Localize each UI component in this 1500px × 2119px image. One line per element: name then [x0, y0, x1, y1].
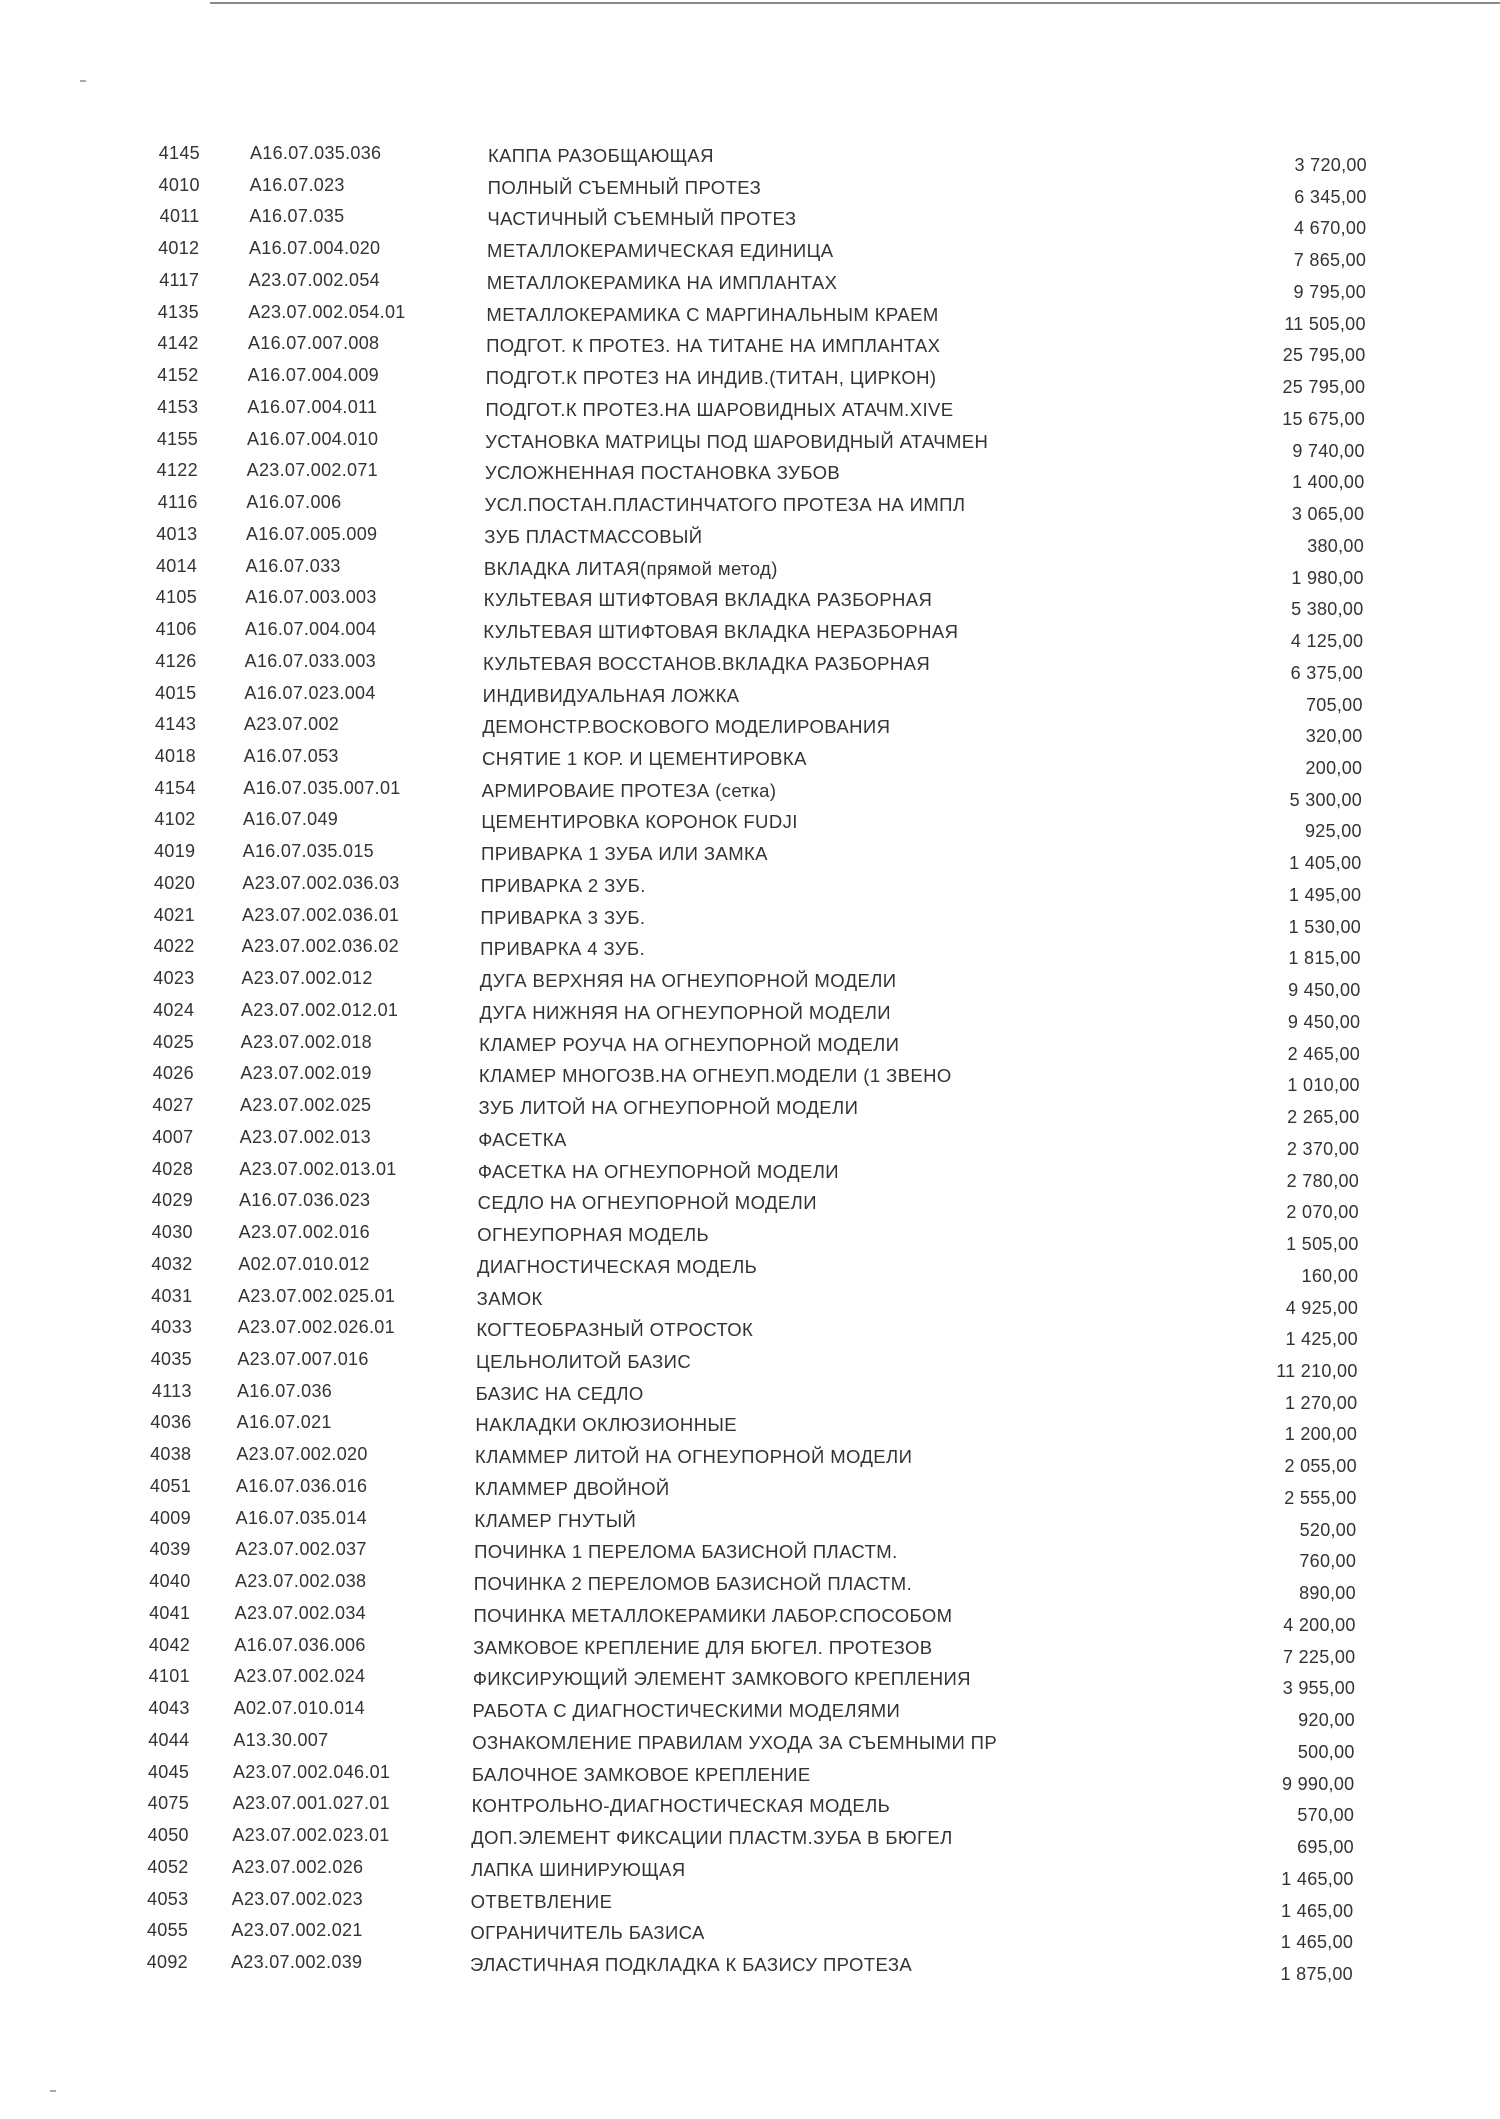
service-name: СНЯТИЕ 1 КОР. И ЦЕМЕНТИРОВКА	[482, 748, 807, 769]
service-name: ИНДИВИДУАЛЬНАЯ ЛОЖКА	[482, 684, 740, 706]
row-number: 4012	[158, 238, 200, 259]
row-number: 4154	[154, 777, 196, 798]
price-value: 890,00	[1299, 1583, 1356, 1604]
service-name: ЗАМОК	[476, 1287, 543, 1309]
service-code: А16.07.003.003	[245, 587, 377, 608]
price-value: 3 720,00	[1294, 155, 1367, 175]
price-value: 2 370,00	[1286, 1138, 1360, 1159]
service-name: ПРИВАРКА 3 ЗУБ.	[480, 906, 646, 928]
price-value: 9 795,00	[1293, 281, 1367, 302]
service-name: ПРИВАРКА 1 ЗУБА ИЛИ ЗАМКА	[481, 843, 768, 865]
price-value: 760,00	[1299, 1551, 1357, 1572]
service-code: А16.07.005.009	[246, 523, 378, 544]
price-value: 920,00	[1298, 1710, 1355, 1731]
table-row	[0, 206, 1500, 237]
price-value: 1 980,00	[1291, 567, 1364, 588]
service-name: УСЛ.ПОСТАН.ПЛАСТИНЧАТОГО ПРОТЕЗА НА ИМПЛ	[484, 494, 966, 516]
service-name: ПОЛНЫЙ СЪЕМНЫЙ ПРОТЕЗ	[487, 176, 762, 198]
row-number: 4117	[159, 269, 200, 290]
row-number: 4092	[146, 1952, 188, 1972]
row-number: 4023	[153, 968, 195, 989]
row-number: 4102	[154, 809, 196, 830]
service-code: А16.07.036.016	[236, 1475, 368, 1496]
price-value: 4 925,00	[1285, 1297, 1359, 1318]
service-code: А23.07.002.013.01	[239, 1158, 397, 1179]
price-value: 3 065,00	[1291, 504, 1365, 525]
table-row	[0, 651, 1500, 682]
service-code: А23.07.001.027.01	[232, 1793, 390, 1814]
service-name: ОТВЕТВЛЕНИЕ	[470, 1890, 613, 1912]
table-row	[0, 270, 1500, 301]
row-number: 4041	[149, 1602, 191, 1623]
service-code: А23.07.002.025.01	[238, 1285, 396, 1306]
service-name: КУЛЬТЕВАЯ ШТИФТОВАЯ ВКЛАДКА РАЗБОРНАЯ	[483, 589, 933, 611]
table-row	[0, 1159, 1500, 1190]
row-number: 4028	[152, 1158, 194, 1179]
row-number: 4029	[151, 1190, 194, 1211]
service-name: КЛАМЕР ГНУТЫЙ	[474, 1509, 637, 1531]
row-number: 4042	[148, 1634, 191, 1655]
table-row	[0, 778, 1500, 809]
row-number: 4032	[151, 1253, 193, 1274]
table-row	[0, 1412, 1500, 1443]
table-row	[0, 1666, 1500, 1697]
price-value: 160,00	[1301, 1265, 1359, 1286]
price-value: 320,00	[1305, 726, 1363, 747]
service-code: А23.07.002.012	[241, 968, 373, 989]
service-name: ПРИВАРКА 4 ЗУБ.	[480, 938, 646, 960]
price-value: 1 495,00	[1288, 884, 1362, 905]
row-number: 4045	[148, 1761, 190, 1782]
table-row	[0, 1730, 1500, 1761]
table-row	[0, 1571, 1500, 1602]
service-name: ДУГА ВЕРХНЯЯ НА ОГНЕУПОРНОЙ МОДЕЛИ	[479, 970, 897, 992]
table-row	[0, 429, 1500, 460]
row-number: 4051	[149, 1475, 192, 1496]
service-code: А16.07.004.010	[247, 428, 379, 449]
price-value: 1 815,00	[1288, 948, 1361, 969]
table-row	[0, 746, 1500, 777]
price-value: 6 345,00	[1294, 186, 1367, 207]
price-value: 1 270,00	[1284, 1392, 1358, 1413]
table-row	[0, 238, 1500, 269]
row-number: 4122	[156, 460, 198, 481]
service-name: ЗУБ ПЛАСТМАССОВЫЙ	[484, 525, 703, 547]
row-number: 4027	[152, 1095, 194, 1116]
service-code: А16.07.023	[249, 174, 345, 195]
service-name: КЛАММЕР ДВОЙНОЙ	[474, 1477, 670, 1499]
row-number: 4145	[158, 143, 200, 163]
row-number: 4025	[152, 1031, 195, 1052]
service-code: А16.07.049	[243, 809, 339, 830]
service-code: А23.07.002	[244, 714, 340, 735]
price-value: 1 200,00	[1284, 1424, 1358, 1445]
service-code: А23.07.002.054.01	[248, 301, 406, 322]
row-number: 4143	[154, 714, 197, 735]
row-number: 4155	[156, 428, 199, 449]
price-value: 2 070,00	[1286, 1202, 1359, 1223]
service-code: А02.07.010.014	[233, 1698, 365, 1719]
price-value: 925,00	[1304, 821, 1362, 842]
service-code: А23.07.002.054	[248, 269, 380, 290]
service-code: А23.07.002.019	[240, 1063, 372, 1084]
service-code: А23.07.002.036.01	[242, 904, 400, 925]
row-number: 4055	[146, 1920, 189, 1941]
table-row	[0, 587, 1500, 618]
table-row	[0, 619, 1500, 650]
table-row	[0, 365, 1500, 396]
price-value: 5 380,00	[1291, 599, 1364, 620]
row-number: 4142	[157, 333, 199, 354]
row-number: 4038	[150, 1444, 192, 1465]
table-row	[0, 1857, 1500, 1888]
table-row	[0, 1889, 1500, 1920]
service-name: КЛАМЕР РОУЧА НА ОГНЕУПОРНОЙ МОДЕЛИ	[479, 1033, 900, 1055]
row-number: 4052	[147, 1856, 189, 1877]
service-code: А16.07.004.011	[247, 396, 378, 417]
service-name: КЛАММЕР ЛИТОЙ НА ОГНЕУПОРНОЙ МОДЕЛИ	[475, 1446, 913, 1468]
service-name: ПРИВАРКА 2 ЗУБ.	[480, 874, 646, 896]
service-code: А23.07.002.026	[232, 1856, 364, 1877]
price-value: 1 405,00	[1289, 853, 1362, 874]
service-code: А23.07.002.037	[235, 1539, 367, 1560]
price-value: 200,00	[1305, 758, 1363, 778]
service-name: ПОЧИНКА МЕТАЛЛОКЕРАМИКИ ЛАБОР.СПОСОБОМ	[473, 1604, 953, 1626]
service-name: ПОДГОТ.К ПРОТЕЗ НА ИНДИВ.(ТИТАН, ЦИРКОН)	[485, 367, 937, 389]
row-number: 4043	[148, 1698, 190, 1719]
service-code: А16.07.053	[243, 746, 339, 766]
service-code: А16.07.004.020	[249, 238, 381, 259]
price-value: 7 865,00	[1293, 250, 1367, 271]
service-name: УСЛОЖНЕННАЯ ПОСТАНОВКА ЗУБОВ	[484, 462, 841, 484]
table-row	[0, 905, 1500, 936]
service-code: А16.07.035	[249, 206, 345, 227]
row-number: 4050	[147, 1825, 189, 1846]
service-name: ДОП.ЭЛЕМЕНТ ФИКСАЦИИ ПЛАСТМ.ЗУБА В БЮГЕЛ	[471, 1827, 953, 1849]
price-value: 1 530,00	[1288, 916, 1362, 937]
table-row	[0, 1762, 1500, 1793]
service-name: ЗУБ ЛИТОЙ НА ОГНЕУПОРНОЙ МОДЕЛИ	[478, 1097, 859, 1119]
row-number: 4018	[154, 746, 196, 766]
service-code: А16.07.035.015	[242, 841, 374, 862]
price-value: 9 740,00	[1292, 440, 1365, 461]
service-code: А23.07.002.036.03	[242, 872, 400, 893]
service-name: КАППА РАЗОБЩАЮЩАЯ	[488, 145, 714, 166]
service-name: МЕТАЛЛОКЕРАМИКА С МАРГИНАЛЬНЫМ КРАЕМ	[486, 303, 939, 325]
service-code: А23.07.002.013	[239, 1126, 371, 1147]
service-code: А23.07.002.034	[234, 1602, 366, 1623]
row-number: 4075	[147, 1793, 190, 1814]
row-number: 4022	[153, 936, 195, 957]
table-row	[0, 1222, 1500, 1253]
table-row	[0, 1825, 1500, 1856]
price-value: 9 450,00	[1287, 1011, 1361, 1032]
price-value: 25 795,00	[1282, 377, 1366, 398]
service-code: А23.07.002.024	[234, 1666, 366, 1687]
price-value: 705,00	[1305, 694, 1363, 715]
service-code: А16.07.021	[236, 1412, 332, 1433]
table-row	[0, 1095, 1500, 1126]
table-row	[0, 1190, 1500, 1221]
row-number: 4021	[153, 904, 195, 925]
table-row	[0, 175, 1500, 206]
price-value: 2 465,00	[1287, 1043, 1361, 1064]
price-value: 2 055,00	[1284, 1456, 1357, 1477]
row-number: 4106	[155, 619, 197, 640]
service-name: ЦЕЛЬНОЛИТОЙ БАЗИС	[476, 1351, 692, 1372]
service-name: ВКЛАДКА ЛИТАЯ(прямой метод)	[483, 557, 778, 579]
table-row	[0, 936, 1500, 967]
service-name: КЛАМЕР МНОГОЗВ.НА ОГНЕУП.МОДЕЛИ (1 ЗВЕНО	[478, 1065, 952, 1087]
row-number: 4044	[148, 1729, 190, 1750]
service-code: А16.07.033	[245, 555, 341, 576]
table-row	[0, 302, 1500, 333]
service-code: А16.07.033.003	[244, 650, 376, 671]
price-value: 2 555,00	[1284, 1487, 1357, 1508]
row-number: 4013	[156, 523, 198, 544]
table-row	[0, 460, 1500, 491]
table-row	[0, 1952, 1500, 1983]
service-name: ЭЛАСТИЧНАЯ ПОДКЛАДКА К БАЗИСУ ПРОТЕЗА	[470, 1954, 913, 1975]
table-row	[0, 1698, 1500, 1729]
price-value: 15 675,00	[1282, 408, 1366, 429]
price-value: 380,00	[1307, 535, 1365, 556]
row-number: 4126	[155, 650, 197, 671]
service-code: А23.07.002.020	[236, 1444, 368, 1465]
service-code: А23.07.002.038	[235, 1571, 367, 1592]
price-value: 25 795,00	[1282, 345, 1366, 366]
table-row	[0, 1000, 1500, 1031]
service-name: МЕТАЛЛОКЕРАМИЧЕСКАЯ ЕДИНИЦА	[487, 240, 834, 262]
table-row	[0, 333, 1500, 364]
price-value: 4 200,00	[1283, 1614, 1356, 1635]
service-name: ПОДГОТ. К ПРОТЕЗ. НА ТИТАНЕ НА ИМПЛАНТАХ	[486, 335, 941, 357]
row-number: 4020	[153, 872, 196, 893]
service-code: А23.07.002.046.01	[233, 1761, 391, 1782]
service-name: ПОЧИНКА 2 ПЕРЕЛОМОВ БАЗИСНОЙ ПЛАСТМ.	[473, 1573, 913, 1595]
price-value: 1 465,00	[1280, 1932, 1354, 1953]
row-number: 4152	[157, 365, 199, 386]
table-row	[0, 1920, 1500, 1951]
price-value: 2 265,00	[1287, 1107, 1360, 1128]
table-row	[0, 1508, 1500, 1539]
service-code: А16.07.035.014	[235, 1507, 367, 1528]
price-value: 520,00	[1299, 1519, 1357, 1540]
service-name: ФАСЕТКА НА ОГНЕУПОРНОЙ МОДЕЛИ	[477, 1160, 839, 1182]
table-row	[0, 1793, 1500, 1824]
row-number: 4116	[157, 492, 198, 513]
price-value: 4 125,00	[1290, 631, 1364, 652]
service-name: ПОДГОТ.К ПРОТЕЗ.НА ШАРОВИДНЫХ АТАЧМ.XIVE	[485, 398, 954, 420]
row-number: 4036	[150, 1412, 192, 1433]
service-name: ОЗНАКОМЛЕНИЕ ПРАВИЛАМ УХОДА ЗА СЪЕМНЫМИ ПР	[472, 1731, 998, 1753]
row-number: 4101	[148, 1666, 190, 1687]
row-number: 4026	[152, 1063, 194, 1084]
service-name: ДИАГНОСТИЧЕСКАЯ МОДЕЛЬ	[476, 1255, 758, 1277]
table-row	[0, 968, 1500, 999]
table-row	[0, 1286, 1500, 1317]
service-code: А23.07.002.071	[246, 460, 378, 481]
row-number: 4105	[155, 587, 198, 608]
service-code: А23.07.002.012.01	[241, 999, 399, 1020]
service-name: ФИКСИРУЮЩИЙ ЭЛЕМЕНТ ЗАМКОВОГО КРЕПЛЕНИЯ	[472, 1668, 971, 1690]
service-code: А23.07.002.039	[231, 1952, 363, 1972]
service-name: ЦЕМЕНТИРОВКА КОРОНОК FUDJI	[481, 811, 798, 833]
price-value: 11 210,00	[1276, 1361, 1358, 1381]
row-number: 4030	[151, 1222, 193, 1243]
service-code: А16.07.035.036	[250, 143, 382, 163]
price-value: 7 225,00	[1282, 1646, 1356, 1667]
table-row	[0, 1603, 1500, 1634]
row-number: 4031	[151, 1285, 193, 1306]
service-name: ЗАМКОВОЕ КРЕПЛЕНИЕ ДЛЯ БЮГЕЛ. ПРОТЕЗОВ	[473, 1636, 933, 1658]
table-row	[0, 524, 1500, 555]
service-name: УСТАНОВКА МАТРИЦЫ ПОД ШАРОВИДНЫЙ АТАЧМЕН	[485, 430, 989, 452]
service-name: СЕДЛО НА ОГНЕУПОРНОЙ МОДЕЛИ	[477, 1192, 817, 1214]
service-name: КУЛЬТЕВАЯ ШТИФТОВАЯ ВКЛАДКА НЕРАЗБОРНАЯ	[483, 621, 959, 643]
table-row	[0, 1381, 1500, 1412]
row-number: 4153	[157, 396, 199, 417]
service-name: КУЛЬТЕВАЯ ВОССТАНОВ.ВКЛАДКА РАЗБОРНАЯ	[482, 652, 931, 674]
service-code: А16.07.023.004	[244, 682, 376, 703]
price-value: 570,00	[1297, 1805, 1355, 1826]
row-number: 4014	[156, 555, 198, 576]
row-number: 4033	[150, 1317, 193, 1338]
service-code: А23.07.002.016	[238, 1222, 370, 1243]
row-number: 4011	[159, 206, 200, 227]
price-value: 6 375,00	[1290, 662, 1364, 683]
table-row	[0, 714, 1500, 745]
table-row	[0, 1444, 1500, 1475]
table-row	[0, 397, 1500, 428]
table-row	[0, 1476, 1500, 1507]
table-row	[0, 143, 1500, 174]
service-name: КОГТЕОБРАЗНЫЙ ОТРОСТОК	[476, 1319, 754, 1341]
service-name: ДЕМОНСТР.ВОСКОВОГО МОДЕЛИРОВАНИЯ	[482, 716, 891, 738]
table-row	[0, 1127, 1500, 1158]
service-code: А23.07.002.025	[240, 1095, 372, 1116]
price-value: 9 990,00	[1282, 1773, 1355, 1794]
service-name: ЧАСТИЧНЫЙ СЪЕМНЫЙ ПРОТЕЗ	[487, 208, 797, 230]
service-name: ФАСЕТКА	[478, 1128, 567, 1150]
service-code: А16.07.035.007.01	[243, 777, 401, 798]
price-value: 4 670,00	[1294, 218, 1367, 239]
row-number: 4135	[157, 301, 199, 322]
row-number: 4009	[149, 1507, 191, 1528]
service-name: ПОЧИНКА 1 ПЕРЕЛОМА БАЗИСНОЙ ПЛАСТМ.	[474, 1541, 898, 1563]
price-value: 5 300,00	[1289, 789, 1363, 810]
row-number: 4113	[151, 1380, 192, 1401]
price-value: 500,00	[1297, 1741, 1355, 1762]
row-number: 4040	[149, 1571, 191, 1592]
price-value: 2 780,00	[1286, 1170, 1360, 1191]
service-code: А23.07.002.023	[231, 1888, 363, 1909]
service-name: БАЛОЧНОЕ ЗАМКОВОЕ КРЕПЛЕНИЕ	[471, 1763, 811, 1785]
row-number: 4035	[150, 1349, 192, 1369]
service-name: РАБОТА С ДИАГНОСТИЧЕСКИМИ МОДЕЛЯМИ	[472, 1700, 901, 1722]
table-row	[0, 556, 1500, 587]
service-name: ЛАПКА ШИНИРУЮЩАЯ	[470, 1858, 686, 1880]
service-code: А23.07.007.016	[237, 1349, 369, 1369]
price-value: 1 010,00	[1287, 1075, 1360, 1096]
row-number: 4010	[158, 174, 200, 195]
table-row	[0, 1032, 1500, 1063]
table-row	[0, 1317, 1500, 1348]
service-code: А16.07.006	[246, 492, 342, 513]
row-number: 4007	[152, 1126, 194, 1147]
table-row	[0, 873, 1500, 904]
table-row	[0, 1539, 1500, 1570]
table-row	[0, 1635, 1500, 1666]
service-code: А16.07.004.004	[245, 619, 377, 640]
price-value: 1 505,00	[1286, 1234, 1359, 1255]
table-row	[0, 809, 1500, 840]
row-number: 4053	[147, 1888, 189, 1909]
table-row	[0, 492, 1500, 523]
service-name: КОНТРОЛЬНО-ДИАГНОСТИЧЕСКАЯ МОДЕЛЬ	[471, 1795, 891, 1817]
service-code: А23.07.002.021	[231, 1920, 363, 1941]
service-code: А23.07.002.036.02	[241, 936, 399, 957]
service-code: А23.07.002.026.01	[237, 1317, 395, 1338]
price-value: 695,00	[1297, 1837, 1354, 1858]
service-name: НАКЛАДКИ ОКЛЮЗИОННЫЕ	[475, 1414, 737, 1436]
price-value: 1 465,00	[1281, 1900, 1354, 1921]
service-code: А16.07.004.009	[247, 365, 379, 386]
row-number: 4039	[149, 1539, 191, 1560]
table-row	[0, 683, 1500, 714]
service-name: БАЗИС НА СЕДЛО	[475, 1382, 644, 1404]
row-number: 4024	[153, 999, 195, 1020]
service-code: А16.07.036.023	[239, 1190, 371, 1211]
service-name: ОГНЕУПОРНАЯ МОДЕЛЬ	[477, 1224, 710, 1246]
price-value: 1 465,00	[1281, 1868, 1354, 1889]
price-value: 9 450,00	[1288, 980, 1361, 1001]
table-row	[0, 1063, 1500, 1094]
service-code: А13.30.007	[233, 1729, 329, 1750]
service-code: А23.07.002.023.01	[232, 1825, 390, 1846]
row-number: 4019	[154, 841, 196, 862]
price-value: 1 400,00	[1292, 472, 1365, 493]
service-code: А16.07.036.006	[234, 1634, 366, 1655]
service-code: А23.07.002.018	[240, 1031, 372, 1052]
service-name: МЕТАЛЛОКЕРАМИКА НА ИМПЛАНТАХ	[486, 271, 838, 293]
service-name: АРМИРОВАИЕ ПРОТЕЗА (сетка)	[481, 779, 777, 801]
price-value: 1 875,00	[1280, 1964, 1353, 1984]
price-value: 11 505,00	[1284, 313, 1366, 334]
service-code: А16.07.036	[237, 1380, 333, 1401]
service-name: ОГРАНИЧИТЕЛЬ БАЗИСА	[470, 1922, 705, 1944]
price-value: 1 425,00	[1285, 1329, 1358, 1350]
table-row	[0, 1349, 1500, 1380]
row-number: 4015	[155, 682, 197, 703]
service-code: А16.07.007.008	[248, 333, 380, 354]
table-row	[0, 1254, 1500, 1285]
service-code: А02.07.010.012	[238, 1253, 370, 1274]
service-name: ДУГА НИЖНЯЯ НА ОГНЕУПОРНОЙ МОДЕЛИ	[479, 1001, 891, 1023]
table-row	[0, 841, 1500, 872]
price-value: 3 955,00	[1282, 1678, 1356, 1699]
